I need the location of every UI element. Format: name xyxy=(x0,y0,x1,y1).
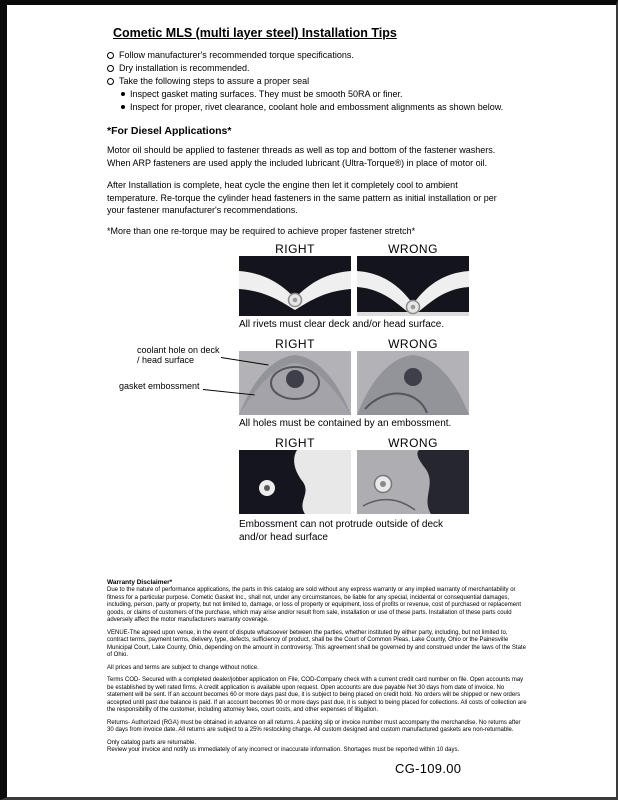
list-item xyxy=(107,62,537,75)
content-area xyxy=(7,5,537,755)
diagram-row3-labels xyxy=(239,437,537,450)
gasket-embossment-callout: gasket embossment xyxy=(119,381,200,391)
tips-list xyxy=(107,49,537,114)
disclaimer-paragraph: Only catalog parts are returnable. xyxy=(107,739,197,746)
open-bullet-icon xyxy=(107,78,114,85)
list-item xyxy=(107,49,537,62)
diagram-row1-labels xyxy=(239,243,537,256)
open-bullet-icon xyxy=(107,65,114,72)
tip-text: Take the following steps to assure a proper seal xyxy=(119,76,310,86)
tip-text: Dry installation is recommended. xyxy=(119,63,250,73)
embossment-right-image xyxy=(239,450,351,514)
subtip-text: Inspect gasket mating surfaces. They must be smooth 50RA or finer. xyxy=(130,89,403,99)
catalog-page-code: CG-109.00 xyxy=(395,761,462,776)
subtip-text: Inspect for proper, rivet clearance, coolant hole and embossment alignments as shown below. xyxy=(130,102,504,112)
warranty-disclaimer xyxy=(107,578,527,755)
diagram-row2-images xyxy=(239,351,537,415)
retorque-note: *More than one re-torque may be required to achieve proper fastener stretch* xyxy=(107,225,416,236)
diesel-paragraph-1: Motor oil should be applied to fastener threads as well as top and bottom of the fastener washers. When ARP fasteners are used apply the included lubricant (Ultra-Torque®) in place of motor oil. xyxy=(107,145,496,168)
diesel-applications-heading: *For Diesel Applications* xyxy=(107,125,232,137)
wrong-label: WRONG xyxy=(388,337,438,351)
wrong-label: WRONG xyxy=(388,242,438,256)
diagram-row1-images xyxy=(239,256,537,316)
disclaimer-paragraph: All prices and terms are subject to change without notice. xyxy=(107,664,259,671)
rivet-clearance-wrong-image xyxy=(357,256,469,316)
right-label: RIGHT xyxy=(275,337,315,351)
disclaimer-paragraph: VENUE-The agreed upon venue, in the event of dispute whatsoever between the parties, whether instituted by either party, including, but not limited to, contract terms, payment terms, delivery, type, defects, sufficiency of product, shall be the Court of Common Pleas, Lake County, Ohio or the Painesville Municipal Court, Lake County, Ohio, depending on the amount in controversy. This agreement shall be governed by and construed under the laws of the State of Ohio. xyxy=(107,629,526,658)
embossment-wrong-image xyxy=(357,450,469,514)
right-label: RIGHT xyxy=(275,242,315,256)
disclaimer-paragraph: Terms COD- Secured with a completed dealer/jobber application on File, COD-Company check with a current credit card number on file. Open accounts may be established by well rated firms. A credit application is available upon request. Open accounts are due payable Net 30 days from date of invoice. No statement will be sent. If an account becomes 60 or more days past due, it is subject to being placed on credit hold. No orders will be shipped or new orders accepted until past due balance is paid. If an account becomes 90 or more days past due, it is subject to being placed for collections. All costs of collection are the responsibility of the customer, including attorney fees, court costs, and other expenses of litigation. xyxy=(107,677,527,713)
diagram-row1-caption: All rivets must clear deck and/or head surface. xyxy=(239,319,445,330)
diagram-row3-caption: Embossment can not protrude outside of deck and/or head surface xyxy=(239,519,444,543)
wrong-label: WRONG xyxy=(388,436,438,450)
diagram-section xyxy=(107,243,537,544)
disclaimer-paragraph: Due to the nature of performance applications, the parts in this catalog are sold without any express warranty or any implied warranty of merchantability or fitness for a particular purpose. Cometic Gasket Inc., shall not, under any circumstances, be liable for any special, incidental or consequential damages, including, person, party or property, but not limited to, damage, or loss of property or equipment, loss of profits or revenue, cost of purchased or replacement goods, or claims of customers of the purchase, which may arise and/or result from sale, installation or use of these parts. Installation of these parts could adversely affect the motor manufacturers warranty coverage. xyxy=(107,587,522,623)
coolant-hole-wrong-image xyxy=(357,351,469,415)
list-item xyxy=(121,88,537,101)
disclaimer-heading: Warranty Disclaimer* xyxy=(107,579,173,586)
diesel-paragraph-2: After Installation is complete, heat cycle the engine then let it completely cool to ambient temperature. Re-torque the cylinder head fasteners in the same pattern as initial installation or per your fastener manufacturer's recommendations. xyxy=(107,180,497,215)
diagram-row2-caption: All holes must be contained by an embossment. xyxy=(239,418,452,429)
disclaimer-paragraph: Review your invoice and notify us immediately of any incorrect or inaccurate information. Shortages must be reported within 10 days. xyxy=(107,747,460,753)
list-item xyxy=(121,101,537,114)
tip-text: Follow manufacturer's recommended torque specifications. xyxy=(119,50,354,60)
right-label: RIGHT xyxy=(275,436,315,450)
list-item xyxy=(107,75,537,88)
diagram-row2-labels xyxy=(239,338,537,351)
coolant-hole-right-image xyxy=(239,351,351,415)
rivet-clearance-right-image xyxy=(239,256,351,316)
page-title: Cometic MLS (multi layer steel) Installation Tips xyxy=(113,26,397,40)
disclaimer-paragraph: Returns- Authorized (RGA) must be obtained in advance on all returns. A packing slip or invoice number must accompany the merchandise. No returns after 30 days from invoice date. All returns are subject to a 25% restocking charge. All custom designed and custom manufactured gaskets are non-returnable. xyxy=(107,719,521,733)
filled-bullet-icon xyxy=(121,105,125,109)
coolant-hole-callout: coolant hole on deck / head surface xyxy=(137,345,220,365)
diagram-row3-images xyxy=(239,450,537,514)
filled-bullet-icon xyxy=(121,92,125,96)
open-bullet-icon xyxy=(107,52,114,59)
